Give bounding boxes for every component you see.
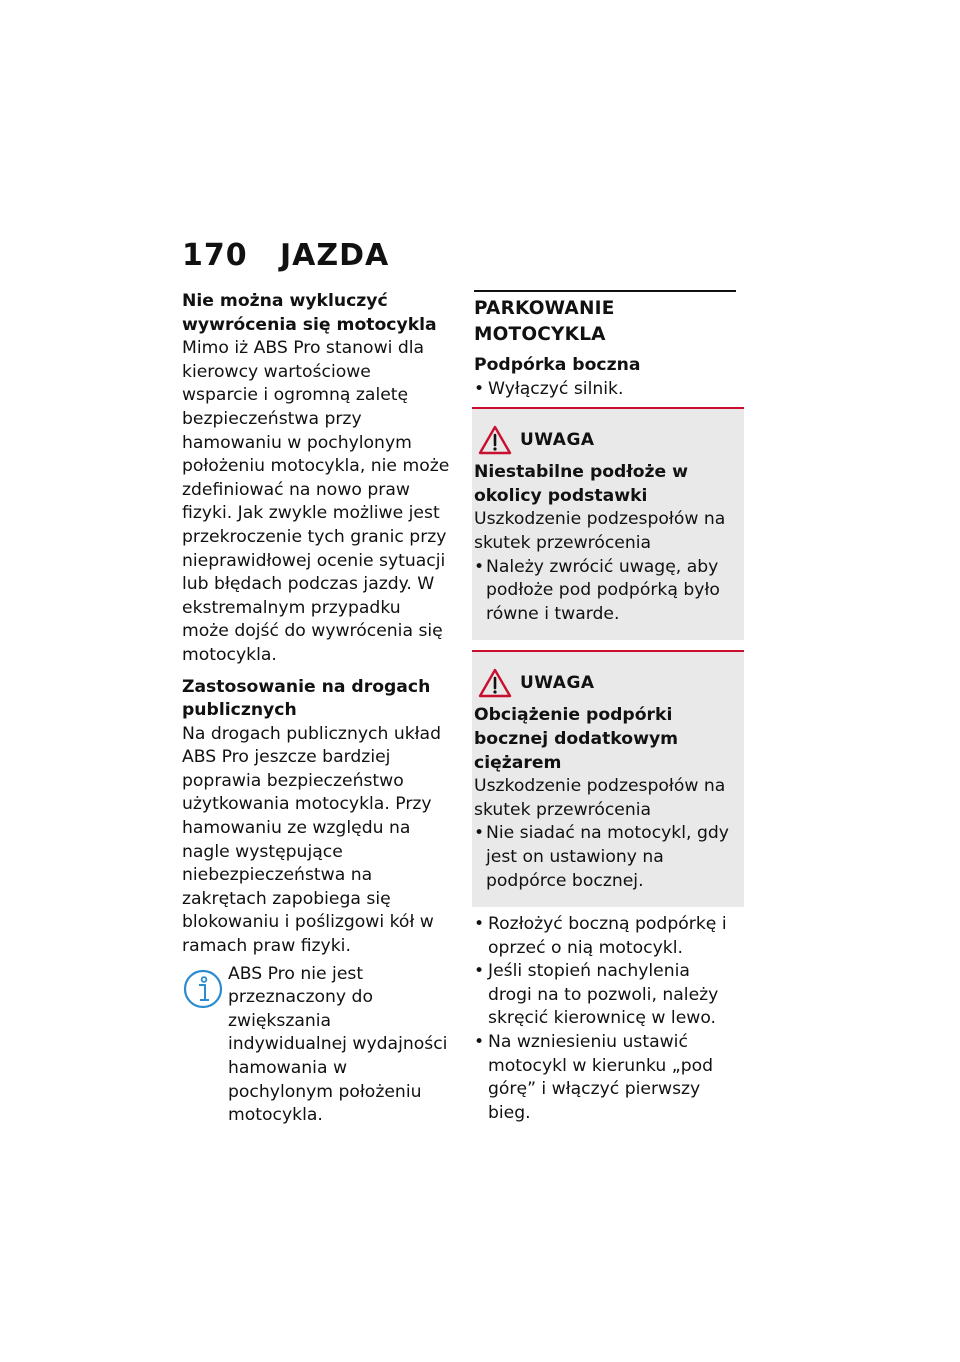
section-title-parking: PARKOWANIE MOTOCYKLA: [474, 290, 736, 348]
bullet-icon: •: [474, 378, 485, 399]
page-header: [182, 238, 389, 273]
right-column: [474, 290, 736, 1125]
warning-box-ground: [472, 407, 744, 640]
warning-bullet: • Nie siadać na motocykl, gdy jest on ustawiony na podpórce bocznej.: [474, 823, 729, 891]
list-item-step: • Jeśli stopień nachylenia drogi na to pozwoli, należy skręcić kierownicę w lewo.: [474, 961, 719, 1029]
warning-triangle-icon: [478, 425, 512, 455]
page-number: 170: [182, 238, 248, 273]
warning-triangle-icon: [478, 668, 512, 698]
bullet-icon: •: [474, 556, 485, 577]
list-item-step: • Rozłożyć boczną podpórkę i oprzeć o nią motocykl.: [474, 914, 727, 958]
info-note-text: ABS Pro nie jest przeznaczony do zwiększania indywidualnej wydajności hamowania w pochylonym położeniu motocykla.: [228, 963, 448, 1126]
left-column: [182, 290, 452, 1128]
chapter-title: JAZDA: [280, 238, 390, 273]
warning-bullet: • Należy zwrócić uwagę, aby podłoże pod podpórką było równe i twarde.: [474, 556, 720, 624]
section-heading-public-roads: Zastosowanie na drogach publicznych: [182, 676, 431, 721]
warning-box-load: [472, 650, 744, 907]
paragraph-public-roads: Na drogach publicznych układ ABS Pro jeszcze bardziej poprawia bezpieczeństwo użytkowania motocykla. Przy hamowaniu ze względu na nagle występujące niebezpieczeństwa na zakrętach zapobiega się blokowaniu i poślizgowi kół w ramach praw fizyki.: [182, 723, 441, 957]
info-note: [182, 963, 452, 1128]
warning-label: UWAGA: [520, 430, 595, 451]
warning-title: Niestabilne podłoże w okolicy podstawki: [474, 462, 689, 506]
warning-title: Obciążenie podpórki bocznej dodatkowym ciężarem: [474, 705, 679, 773]
bullet-icon: •: [474, 961, 485, 982]
section-heading-rollover: Nie można wykluczyć wywrócenia się motocykla: [182, 291, 437, 335]
info-icon: [182, 967, 224, 1011]
bullet-icon: •: [474, 823, 485, 844]
bullet-icon: •: [474, 1032, 485, 1053]
sub-heading-side-stand: Podpórka boczna: [474, 355, 641, 375]
paragraph-rollover: Mimo iż ABS Pro stanowi dla kierowcy wartościowe wsparcie i ogromną zaletę bezpieczeństwa przy hamowaniu w pochylonym położeniu motocykla, nie może zdefiniować na nowo praw fizyki. Jak zwykle możliwe jest przekroczenie tych granic przy nieprawidłowej ocenie sytuacji lub błędach podczas jazdy. W ekstremalnym przypadku może dojść do wywrócenia się motocykla.: [182, 338, 450, 665]
bullet-icon: •: [474, 914, 485, 935]
warning-text: Uszkodzenie podzespołów na skutek przewrócenia: [474, 776, 726, 820]
warning-text: Uszkodzenie podzespołów na skutek przewrócenia: [474, 509, 726, 553]
list-item-step-engine-off: • Wyłączyć silnik.: [474, 378, 736, 402]
warning-label: UWAGA: [520, 673, 595, 694]
list-item-step: • Na wzniesieniu ustawić motocykl w kierunku „pod górę” i włączyć pierwszy bieg.: [474, 1032, 714, 1123]
